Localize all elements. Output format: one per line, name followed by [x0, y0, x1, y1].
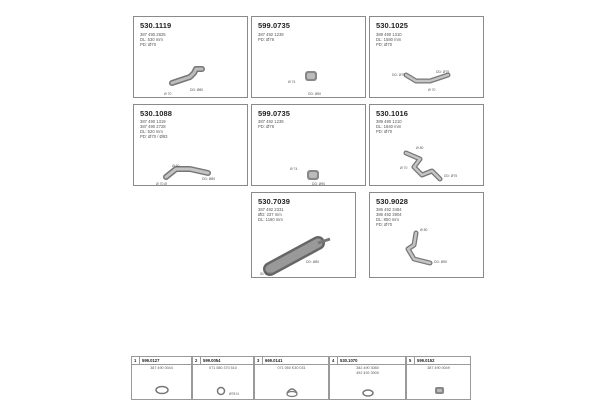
part-length: DL: 1580 mm [376, 37, 402, 42]
gasket-icon [132, 357, 193, 401]
part-length: DL: 530 mm [140, 37, 163, 42]
part-card-599-0735[interactable] [251, 16, 366, 98]
label: Ø 80 [416, 146, 424, 150]
part-outer-diameter: ØD: 237 mm [258, 212, 282, 217]
part-card-530-7039[interactable] [251, 192, 356, 278]
part-length: DL: 1160 mm [258, 217, 283, 222]
part-ref: 387 490.2825 [140, 32, 166, 37]
seal-ring-icon [407, 357, 472, 401]
item-code: 599.0054 [203, 358, 221, 363]
item-code: 599.0152 [417, 358, 435, 363]
part-code: 530.1119 [140, 21, 172, 30]
part-code: 599.0735 [258, 21, 291, 30]
part-card-530-1119[interactable] [133, 16, 248, 98]
part-card-599-0735-b[interactable] [251, 104, 366, 186]
label: DD: Ø75 [444, 174, 458, 178]
label: Ø 80 [420, 228, 428, 232]
label: Ø 70 [428, 88, 436, 92]
item-number: 2 [195, 358, 198, 363]
part-diameter: PD: Ø70 / Ø83 [140, 134, 168, 139]
part-ref: 387 492 2331 [258, 207, 284, 212]
exhaust-pipe-drawing [134, 105, 249, 187]
item-ref: 382 490 3080 [356, 366, 379, 370]
part-diameter: PD: Ø76 [258, 124, 275, 129]
part-card-530-1025[interactable] [369, 16, 484, 98]
label: Ø 60 [172, 164, 180, 168]
part-diameter: PD: Ø76 [258, 37, 275, 42]
flex-pipe-drawing [252, 105, 367, 187]
label: Ø 74 [290, 167, 298, 171]
part-code: 530.9028 [376, 197, 409, 206]
part-diameter: PD: Ø70 [140, 42, 157, 47]
item-ref-2: 492 492 3000 [356, 371, 379, 375]
label: Ø78 N [229, 392, 239, 396]
part-ref: 389 490 1310 [376, 32, 402, 37]
part-length: DL: 520 mm [140, 129, 163, 134]
clamp-icon [193, 357, 255, 401]
part-diameter: PD: Ø70 [376, 42, 393, 47]
part-length: DL: 1840 mm [376, 124, 402, 129]
flex-pipe-drawing [252, 17, 367, 99]
part-ref: 389 490 1210 [376, 119, 402, 124]
label: DD: Ø80 [190, 88, 204, 92]
item-number: 1 [134, 358, 137, 363]
label: DD: Ø90 [434, 260, 448, 264]
part-ref: 387 490 1319 [140, 119, 166, 124]
item-number: 3 [257, 358, 260, 363]
part-ref-2: 387 490 2728 [140, 124, 166, 129]
item-ref: 071 050 K30 031 [277, 366, 306, 370]
part-card-530-1088[interactable] [133, 104, 248, 186]
item-code: 669.0141 [265, 358, 283, 363]
part-code: 599.0735 [258, 109, 291, 118]
part-length: DL: 850 mm [376, 217, 399, 222]
part-code: 530.1016 [376, 109, 409, 118]
exhaust-pipe-drawing [370, 105, 485, 187]
accessories-strip [131, 356, 471, 400]
item-code: 530.1070 [340, 358, 358, 363]
part-ref: 387 492 1239 [258, 119, 284, 124]
label: Ø 70 [164, 92, 172, 96]
label: DD: Ø75 [392, 73, 406, 77]
label: Ø 70 Ø [156, 182, 167, 186]
part-card-530-1016[interactable] [369, 104, 484, 186]
item-ref: 387 490 0044 [150, 366, 173, 370]
label: Ø 74 [288, 80, 296, 84]
muffler-drawing [252, 193, 357, 279]
item-number: 4 [332, 358, 335, 363]
accessory-cell-4[interactable] [329, 356, 406, 400]
label: DD: Ø90 [308, 92, 322, 96]
exhaust-pipe-drawing [370, 193, 485, 279]
item-code: 599.0127 [142, 358, 160, 363]
label: DD: Ø75 [436, 70, 450, 74]
part-diameter: PD: Ø70 [376, 129, 393, 134]
part-diameter: PD: Ø70 [376, 222, 393, 227]
part-ref: 386 492 3484 [376, 207, 402, 212]
part-ref-2: 386 492 3904 [376, 212, 402, 217]
label: DD: Ø80 [306, 260, 320, 264]
label: DD: Ø80 [202, 177, 216, 181]
hanger-icon [255, 357, 330, 401]
label: DD: Ø90 [312, 182, 326, 186]
part-code: 530.7039 [258, 197, 291, 206]
part-card-530-9028[interactable] [369, 192, 484, 278]
part-code: 530.1088 [140, 109, 173, 118]
accessory-cell-3[interactable] [254, 356, 329, 400]
exhaust-pipe-drawing [370, 17, 485, 99]
item-number: 5 [409, 358, 412, 363]
item-ref: 071 580 370 510 [209, 366, 237, 370]
bracket-icon [330, 357, 407, 401]
accessory-cell-5[interactable] [406, 356, 471, 400]
accessory-cell-1[interactable] [131, 356, 192, 400]
exhaust-pipe-drawing [134, 17, 249, 99]
accessory-cell-2[interactable] [192, 356, 254, 400]
label: Ø 70 [400, 166, 408, 170]
part-code: 530.1025 [376, 21, 409, 30]
part-ref: 387 492 1239 [258, 32, 284, 37]
label: ID: Ø77 [260, 272, 272, 276]
item-ref: 387 490 0049 [427, 366, 450, 370]
